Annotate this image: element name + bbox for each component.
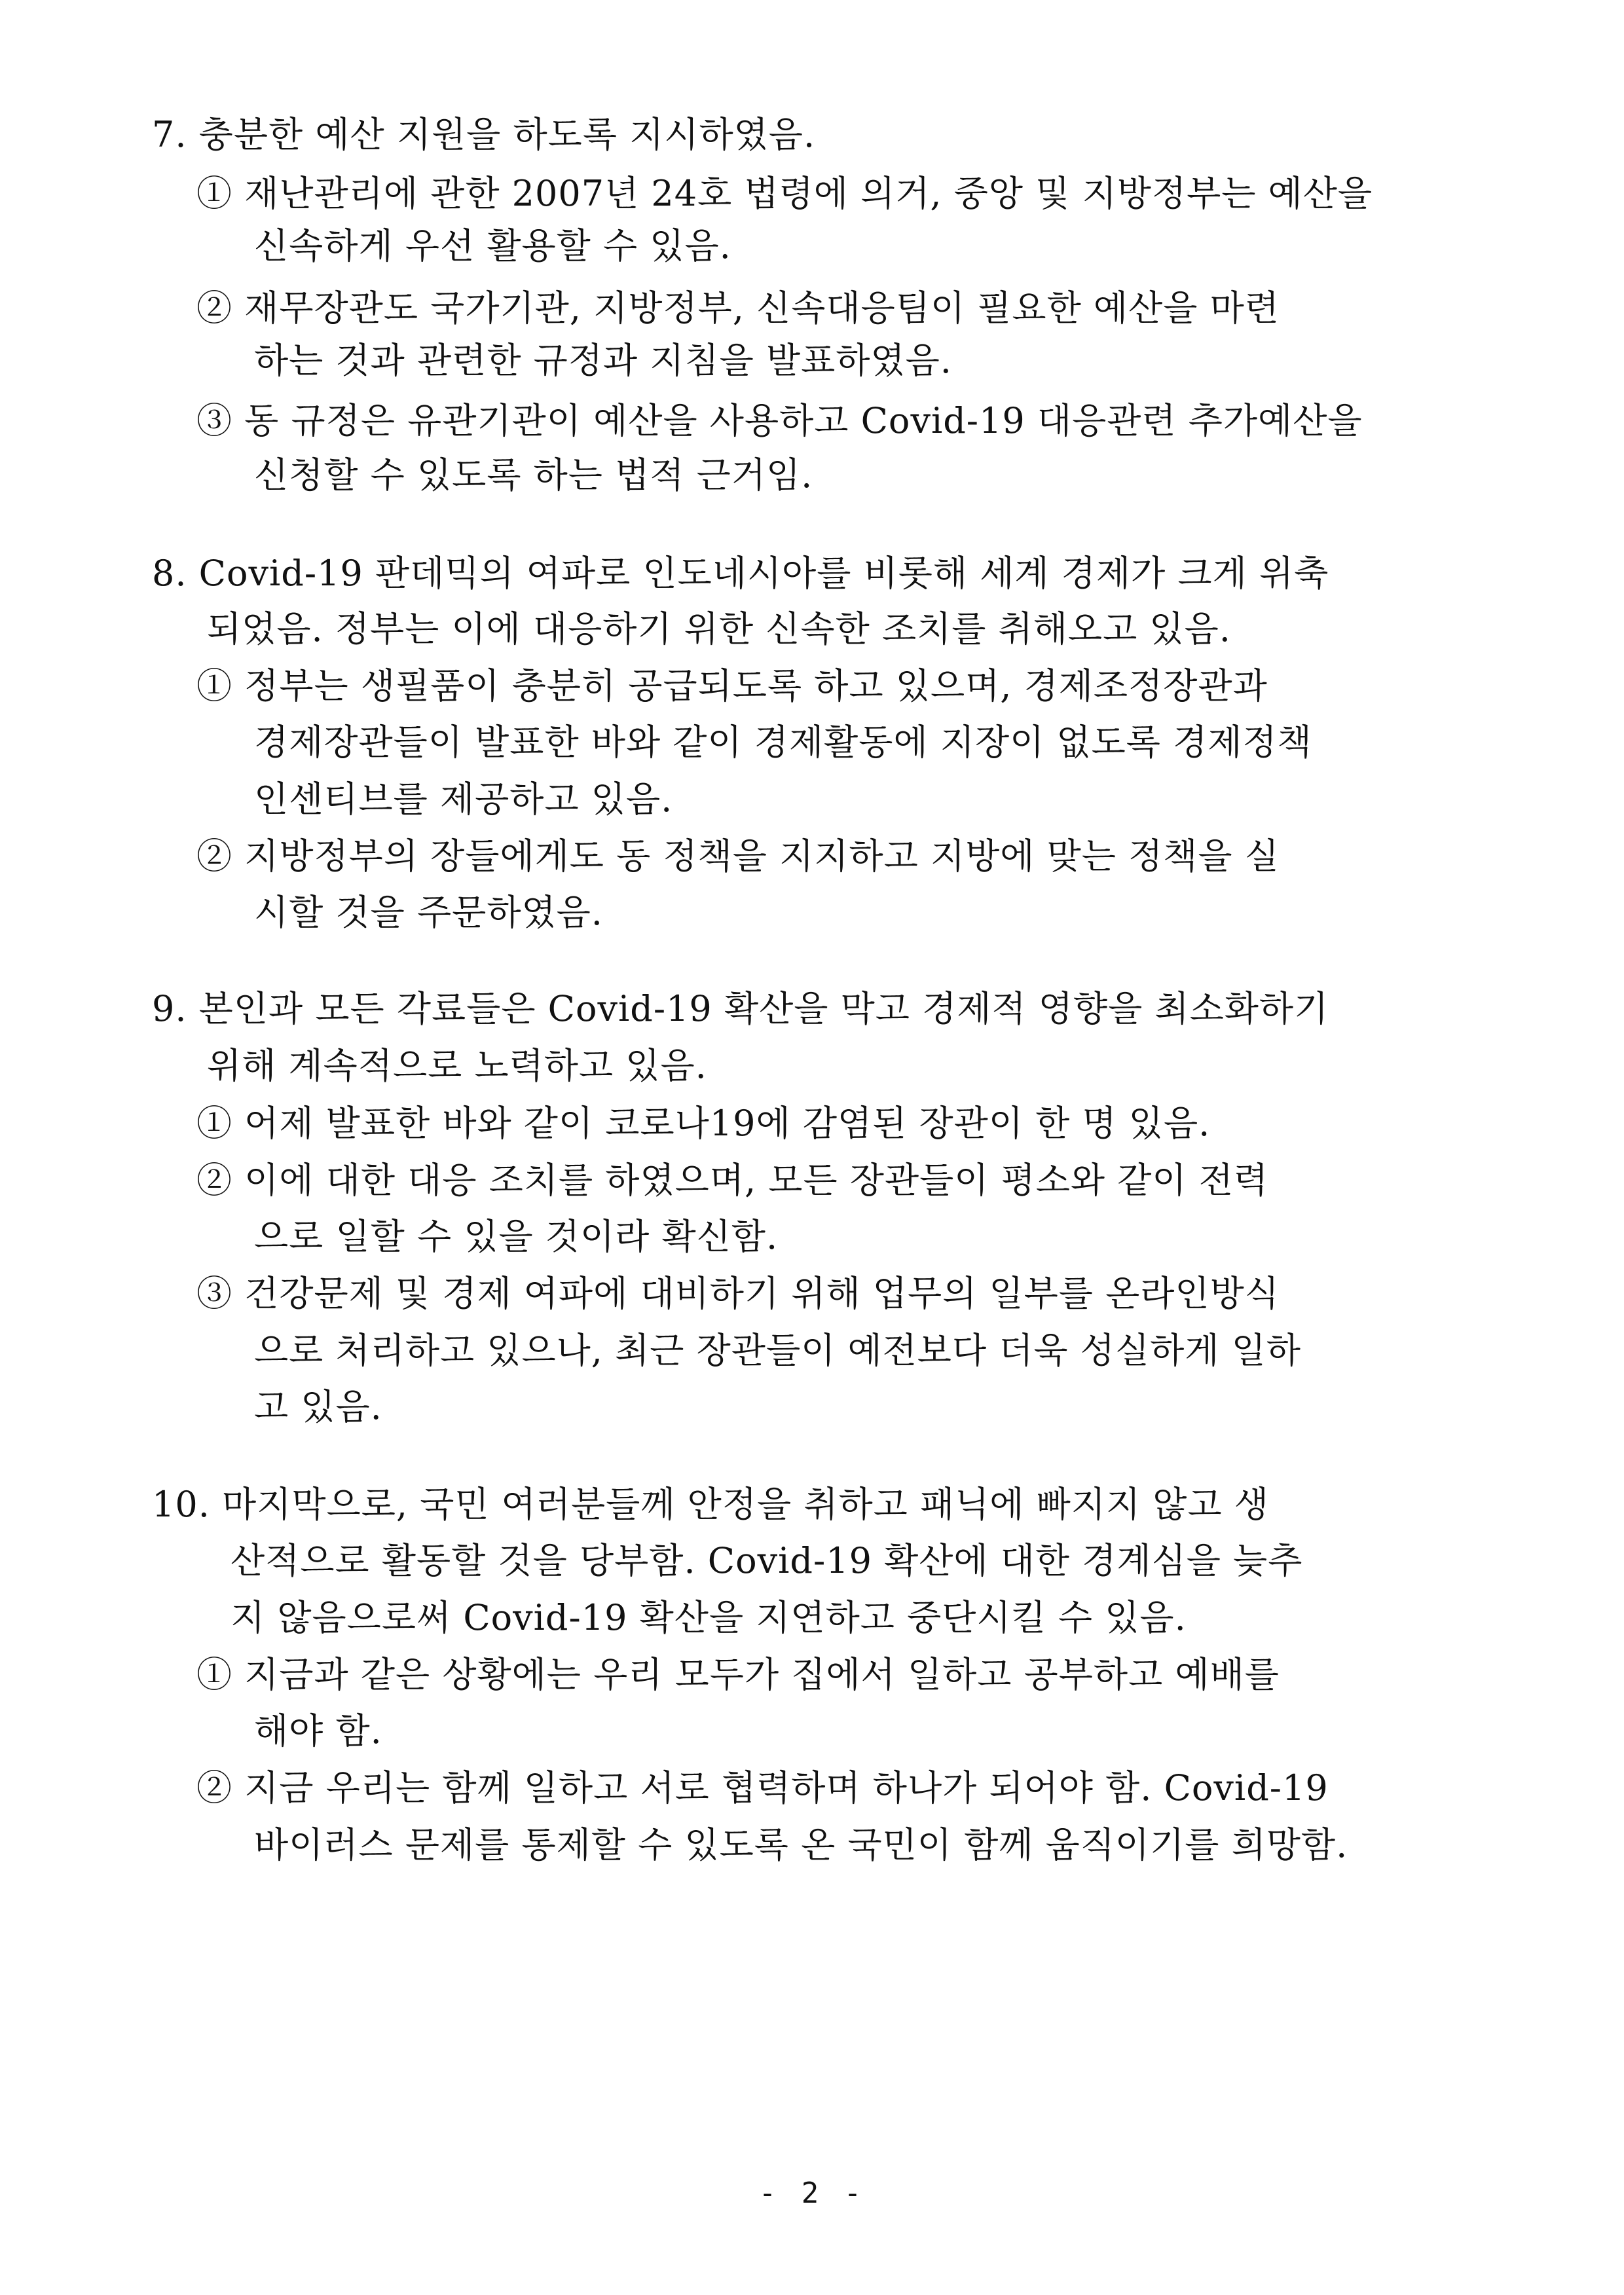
section-10-heading-cont: 지 않음으로써 Covid-19 확산을 지연하고 중단시킬 수 있음. [231,1597,1187,1638]
item-line: ② 이에 대한 대응 조치를 하였으며, 모든 장관들이 평소와 같이 전력 [196,1160,1269,1201]
item-line: 으로 처리하고 있으나, 최근 장관들이 예전보다 더욱 성실하게 일하 [254,1330,1301,1371]
item-line: 경제장관들이 발표한 바와 같이 경제활동에 지장이 없도록 경제정책 [254,722,1312,763]
section-9-heading-cont: 위해 계속적으로 노력하고 있음. [207,1045,707,1086]
item-line: ① 어제 발표한 바와 같이 코로나19에 감염된 장관이 한 명 있음. [196,1103,1211,1144]
section-10-heading-cont: 산적으로 활동할 것을 당부함. Covid-19 확산에 대한 경계심을 늦추 [231,1540,1303,1581]
item-line: ② 지방정부의 장들에게도 동 정책을 지지하고 지방에 맞는 정책을 실 [196,835,1280,877]
item-line: 고 있음. [254,1386,382,1427]
item-line: 인센티브를 제공하고 있음. [254,779,673,820]
section-10-heading: 10. 마지막으로, 국민 여러분들께 안정을 취하고 패닉에 빠지지 않고 생 [152,1484,1269,1525]
item-line: ① 정부는 생필품이 충분히 공급되도록 하고 있으며, 경제조정장관과 [196,665,1268,707]
section-9-heading: 9. 본인과 모든 각료들은 Covid-19 확산을 막고 경제적 영향을 최소화하기 [152,988,1329,1029]
item-line: ③ 건강문제 및 경제 여파에 대비하기 위해 업무의 일부를 온라인방식 [196,1273,1280,1314]
item-line: ③ 동 규정은 유관기관이 예산을 사용하고 Covid-19 대응관련 추가예산을 [196,400,1363,441]
section-8-heading-cont: 되었음. 정부는 이에 대응하기 위한 신속한 조치를 취해오고 있음. [207,608,1231,650]
section-8-heading: 8. Covid-19 판데믹의 여파로 인도네시아를 비롯해 세계 경제가 크게 위축 [152,553,1329,594]
item-line: 신청할 수 있도록 하는 법적 근거임. [254,454,813,496]
item-line: ② 지금 우리는 함께 일하고 서로 협력하며 하나가 되어야 함. Covid-19 [196,1767,1329,1808]
section-7-heading: 7. 충분한 예산 지원을 하도록 지시하였음. [152,114,816,155]
item-line: 으로 일할 수 있을 것이라 확신함. [254,1216,779,1257]
item-line: 하는 것과 관련한 규정과 지침을 발표하였음. [254,340,952,381]
item-line: 해야 함. [254,1710,382,1752]
item-line: 시할 것을 주문하였음. [254,892,603,933]
item-line: 바이러스 문제를 통제할 수 있도록 온 국민이 함께 움직이기를 희망함. [254,1824,1348,1865]
item-line: ② 재무장관도 국가기관, 지방정부, 신속대응팀이 필요한 예산을 마련 [196,287,1280,329]
item-line: ① 재난관리에 관한 2007년 24호 법령에 의거, 중앙 및 지방정부는 예산을 [196,173,1373,214]
page-number: - 2 - [758,2176,866,2210]
item-line: ① 지금과 같은 상황에는 우리 모두가 집에서 일하고 공부하고 예배를 [196,1654,1280,1695]
item-line: 신속하게 우선 활용할 수 있음. [254,225,731,266]
